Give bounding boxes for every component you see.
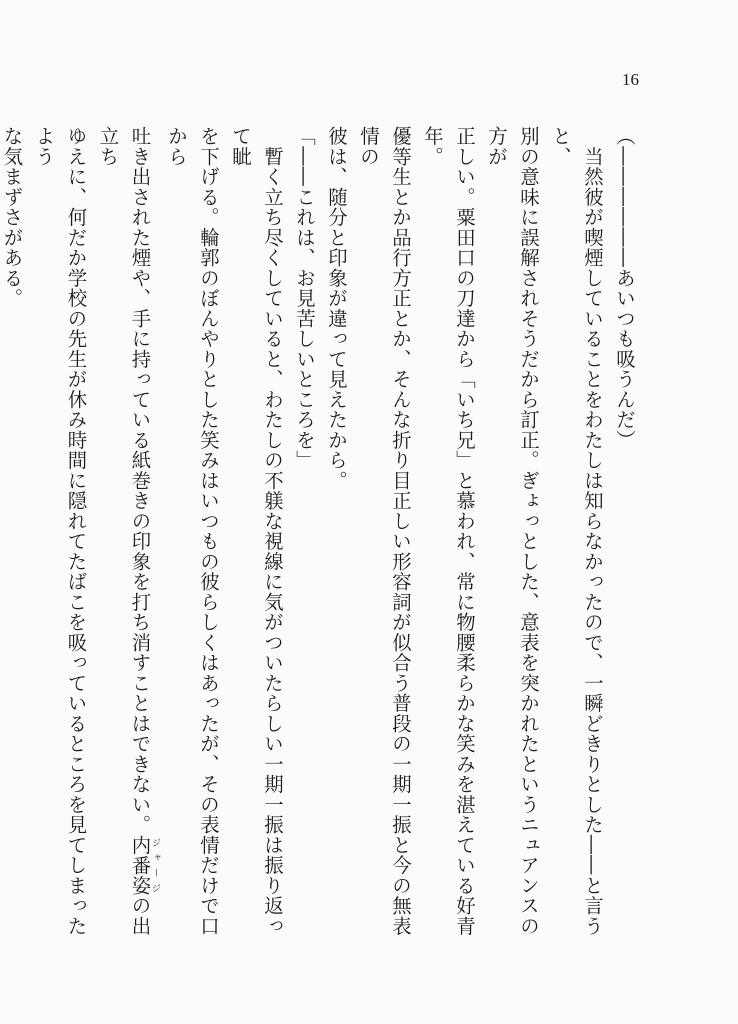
text-line: 暫く立ち尽くしていると、わたしの不躾な視線に気がついたらしい一期一振は振り返って眦 xyxy=(229,126,284,936)
text-line: 当然彼が喫煙していることをわたしは知らなかったので、一瞬どきりとした――と言うと、 xyxy=(549,126,604,936)
text-line: を下げる。輪郭のぼんやりとした笑みはいつもの彼らしくはあったが、その表情だけで口から xyxy=(165,126,220,936)
ruby-annotation xyxy=(128,834,160,896)
text-line: な気まずさがある。 xyxy=(0,126,24,309)
text-line: ゆえに、何だか学校の先生が休み時間に隠れてたばこを吸っているところを見てしまったよう xyxy=(32,126,88,936)
text-line: （――――――あいつも吸うんだ） xyxy=(613,126,636,450)
ruby-base: 内番姿 xyxy=(128,834,152,896)
text-line: 正しい。粟田口の刀達から「いち兄」と慕われ、常に物腰柔らかな笑みを湛えている好青年。 xyxy=(421,126,476,936)
text-line: 彼は、随分と印象が違って見えたから。 xyxy=(325,126,348,491)
ruby-reading: ジャージ xyxy=(150,834,160,896)
text-line-with-ruby xyxy=(92,126,161,956)
page-body xyxy=(0,126,640,956)
text-line: 別の意味に誤解されそうだから訂正。ぎょっとした、意表を突かれたというニュアンスの方が xyxy=(485,126,540,936)
ruby-line-after: の出立ち xyxy=(96,126,152,936)
text-line: 優等生とか品行方正とか、そんな折り目正しい形容詞が似合う普段の一期一振と今の無表情の xyxy=(357,126,412,936)
text-line: 「――これは、お見苦しいところを」 xyxy=(293,126,316,471)
page-number: 16 xyxy=(622,70,639,89)
ruby-line-before: 吐き出された煙や、手に持っている紙巻きの印象を打ち消すことはできない。 xyxy=(128,126,152,835)
